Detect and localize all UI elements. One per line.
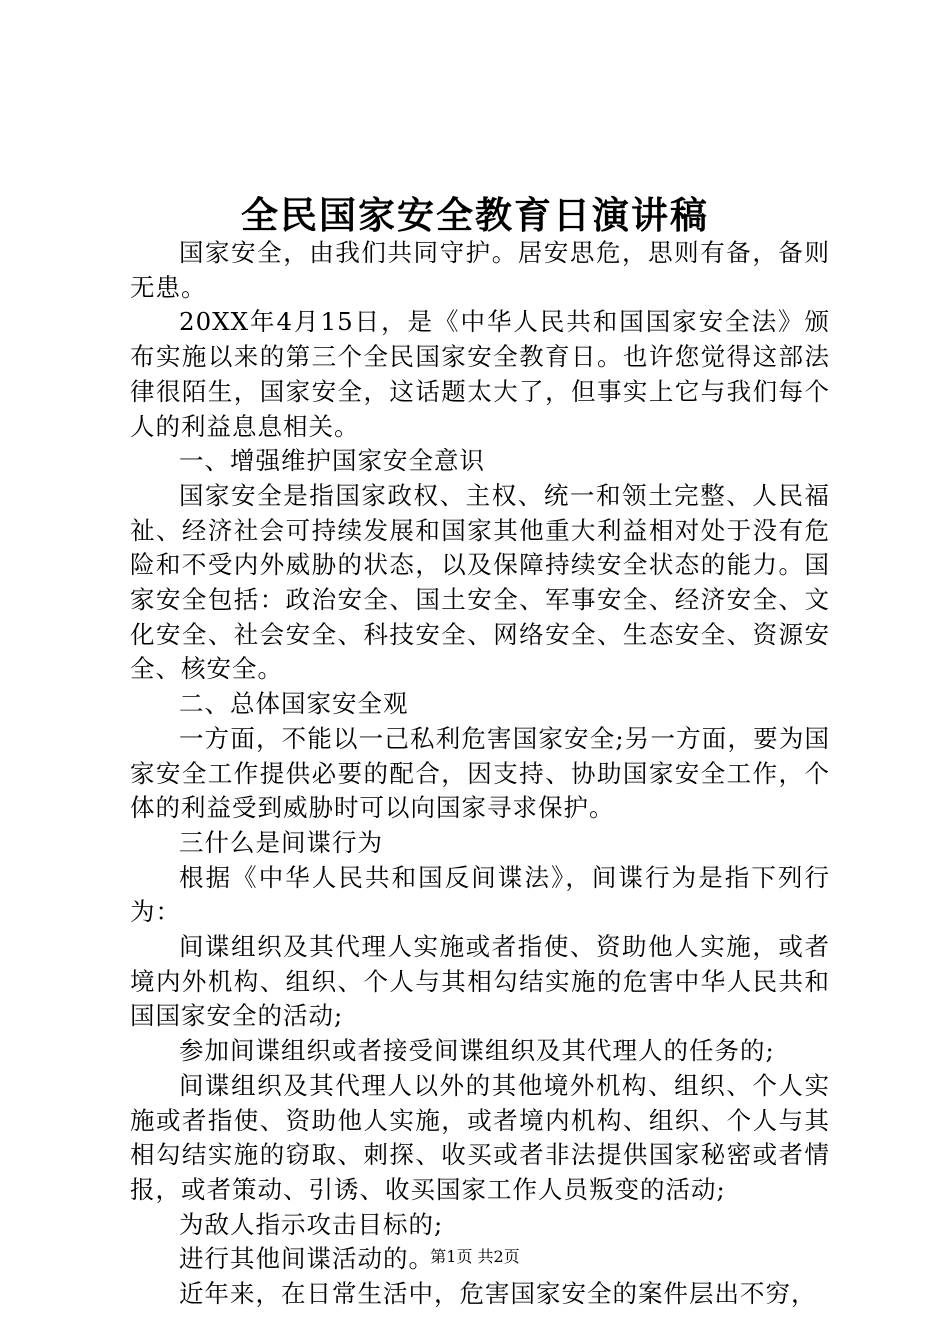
paragraph: 国家安全，由我们共同守护。居安思危，思则有备，备则无患。 xyxy=(130,238,830,302)
paragraph: 近年来，在日常生活中，危害国家安全的案件层出不穷， xyxy=(179,1279,817,1309)
page-number: 第1页 共2页 xyxy=(430,1247,520,1266)
paragraph: 间谍组织及其代理人实施或者指使、资助他人实施，或者境内外机构、组织、个人与其相勾结实施的危害中华人民共和国国家安全的活动; xyxy=(130,932,830,1031)
document-body xyxy=(130,236,830,1312)
section-heading: 二、总体国家安全观 xyxy=(179,689,409,719)
paragraph: 参加间谍组织或者接受间谍组织及其代理人的任务的; xyxy=(179,1036,775,1066)
paragraph: 20XX年4月15日，是《中华人民共和国国家安全法》颁布实施以来的第三个全民国家安全教育日。也许您觉得这部法律很陌生，国家安全，这话题太大了，但事实上它与我们每个人的利益息息相关。 xyxy=(130,307,830,441)
paragraph: 进行其他间谍活动的。 xyxy=(179,1244,434,1274)
paragraph: 一方面，不能以一己私利危害国家安全;另一方面，要为国家安全工作提供必要的配合，因支持、协助国家安全工作，个体的利益受到威胁时可以向国家寻求保护。 xyxy=(130,723,830,823)
section-heading: 三什么是间谍行为 xyxy=(179,827,383,857)
paragraph: 间谍组织及其代理人以外的其他境外机构、组织、个人实施或者指使、资助他人实施，或者境内机构、组织、个人与其相勾结实施的窃取、刺探、收买或者非法提供国家秘密或者情报，或者策动、引诱、收买国家工作人员叛变的活动; xyxy=(130,1070,830,1204)
paragraph: 国家安全是指国家政权、主权、统一和领土完整、人民福祉、经济社会可持续发展和国家其他重大利益相对处于没有危险和不受内外威胁的状态，以及保障持续安全状态的能力。国家安全包括：政治安全、国土安全、军事安全、经济安全、文化安全、社会安全、科技安全、网络安全、生态安全、资源安全、核安全。 xyxy=(130,480,830,684)
section-heading: 一、增强维护国家安全意识 xyxy=(179,446,485,476)
paragraph: 为敌人指示攻击目标的; xyxy=(179,1209,444,1239)
paragraph: 根据《中华人民共和国反间谍法》，间谍行为是指下列行为： xyxy=(130,862,830,927)
document-title: 全民国家安全教育日演讲稿 xyxy=(241,194,709,237)
